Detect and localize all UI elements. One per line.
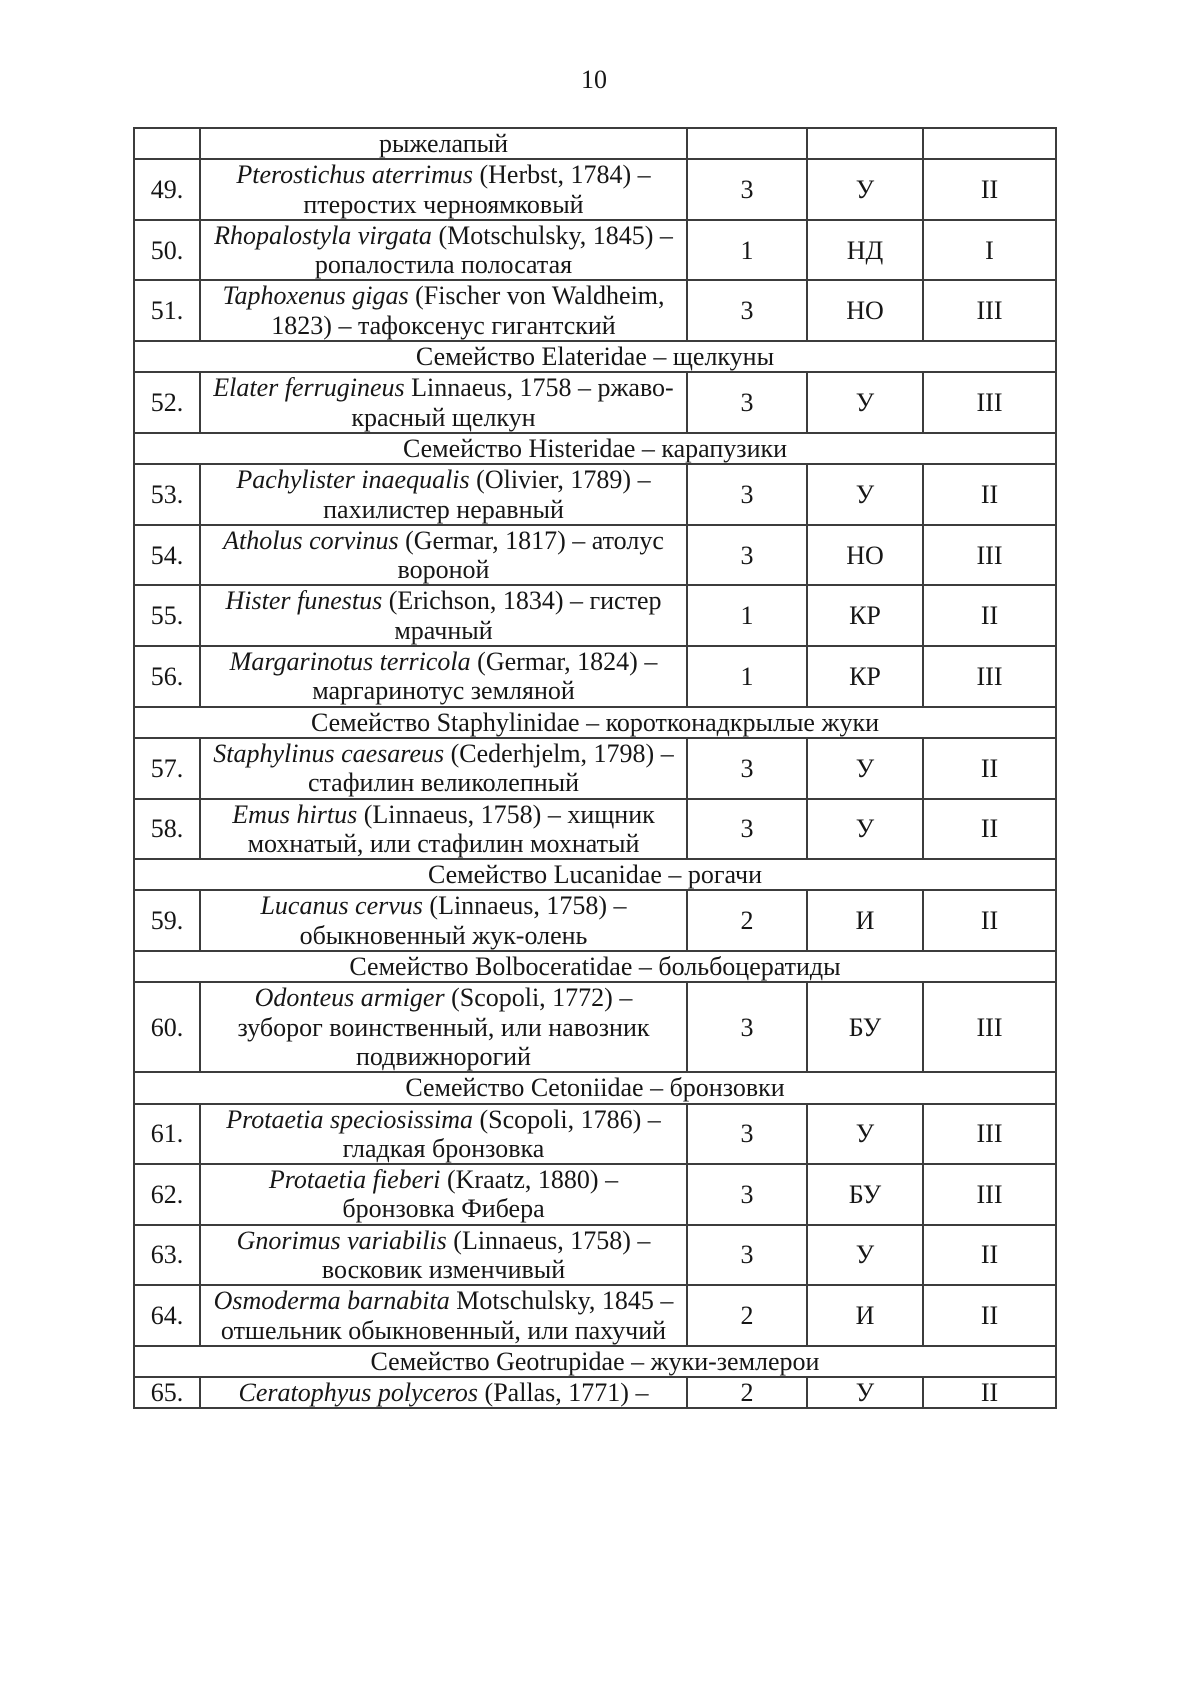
species-name-cell xyxy=(200,159,687,220)
latin-name: Taphoxenus gigas xyxy=(222,281,409,311)
name-line xyxy=(201,1105,686,1134)
col3-value: 1 xyxy=(687,646,807,707)
col4-value: КР xyxy=(807,585,923,646)
latin-name: Elater ferrugineus xyxy=(213,373,405,403)
row-number: 61. xyxy=(134,1104,200,1165)
col5-value: II xyxy=(923,1225,1056,1286)
species-name-cell xyxy=(200,1285,687,1346)
family-heading: Семейство Histeridae – карапузики xyxy=(134,433,1056,464)
name-line xyxy=(201,221,686,250)
species-row xyxy=(134,464,1056,525)
name-line: обыкновенный жук-олень xyxy=(299,920,588,950)
latin-name: Osmoderma barnabita xyxy=(213,1286,450,1316)
name-line xyxy=(201,373,686,402)
col3-value: 3 xyxy=(687,738,807,799)
species-name-cell xyxy=(200,799,687,860)
col4-value: НО xyxy=(807,525,923,586)
col3-value: 3 xyxy=(687,525,807,586)
name-line: пахилистер неравный xyxy=(323,494,564,524)
name-text: (Germar, 1824) – xyxy=(477,647,658,677)
row-number: 58. xyxy=(134,799,200,860)
name-line: 1823) – тафоксенус гигантский xyxy=(271,310,616,340)
col5-value: III xyxy=(923,646,1056,707)
row-number: 63. xyxy=(134,1225,200,1286)
col5-value: III xyxy=(923,372,1056,433)
family-row xyxy=(134,433,1056,464)
species-name-cell xyxy=(200,738,687,799)
col3-value xyxy=(687,128,807,159)
species-row xyxy=(134,585,1056,646)
name-text: (Linnaeus, 1758) – хищник xyxy=(363,799,655,829)
latin-name: Ceratophyus polyceros xyxy=(238,1378,479,1408)
name-line xyxy=(201,983,686,1012)
name-line: подвижнорогий xyxy=(356,1041,531,1071)
family-heading: Семейство Bolboceratidae – больбоцератиды xyxy=(134,951,1056,982)
species-row xyxy=(134,1164,1056,1225)
latin-name: Pachylister inaequalis xyxy=(236,465,470,495)
family-row xyxy=(134,341,1056,372)
species-row xyxy=(134,890,1056,951)
col3-value: 3 xyxy=(687,799,807,860)
name-line: вороной xyxy=(397,555,490,585)
col5-value: III xyxy=(923,525,1056,586)
name-line xyxy=(201,1165,686,1194)
name-line xyxy=(201,891,686,920)
species-row xyxy=(134,525,1056,586)
col3-value: 3 xyxy=(687,1225,807,1286)
latin-name: Gnorimus variabilis xyxy=(236,1225,447,1255)
name-text: Motschulsky, 1845 – xyxy=(456,1286,674,1316)
row-number: 49. xyxy=(134,159,200,220)
col4-value: И xyxy=(807,890,923,951)
row-number: 62. xyxy=(134,1164,200,1225)
family-heading: Семейство Staphylinidae – коротконадкрылые жуки xyxy=(134,707,1056,738)
family-row xyxy=(134,707,1056,738)
col3-value: 2 xyxy=(687,890,807,951)
species-name-cell xyxy=(200,525,687,586)
species-row xyxy=(134,159,1056,220)
family-heading: Семейство Geotrupidae – жуки-землерои xyxy=(134,1346,1056,1377)
name-text: (Scopoli, 1772) – xyxy=(451,983,633,1013)
name-line xyxy=(201,1286,686,1315)
name-line xyxy=(201,586,686,615)
family-heading: Семейство Lucanidae – рогачи xyxy=(134,859,1056,890)
name-line xyxy=(201,739,686,768)
col4-value: У xyxy=(807,1377,923,1408)
col4-value: КР xyxy=(807,646,923,707)
col4-value: БУ xyxy=(807,1164,923,1225)
name-line xyxy=(201,1226,686,1255)
row-number: 52. xyxy=(134,372,200,433)
row-number: 55. xyxy=(134,585,200,646)
species-row xyxy=(134,280,1056,341)
name-line: зуборог воинственный, или навозник xyxy=(237,1012,650,1042)
species-row xyxy=(134,1285,1056,1346)
species-name-cell: рыжелапый xyxy=(200,128,687,159)
family-row xyxy=(134,951,1056,982)
name-text: (Scopoli, 1786) – xyxy=(479,1104,661,1134)
species-name-cell xyxy=(200,1104,687,1165)
name-text: (Herbst, 1784) – xyxy=(479,160,651,190)
col5-value: III xyxy=(923,280,1056,341)
name-line: мрачный xyxy=(394,615,493,645)
name-line xyxy=(201,465,686,494)
family-heading: Семейство Elateridae – щелкуны xyxy=(134,341,1056,372)
name-text: (Erichson, 1834) – гистер xyxy=(388,586,662,616)
name-text: Linnaeus, 1758 – ржаво- xyxy=(411,373,674,403)
species-table xyxy=(133,127,1057,1409)
species-row xyxy=(134,646,1056,707)
row-number: 64. xyxy=(134,1285,200,1346)
species-name-cell xyxy=(200,372,687,433)
col3-value: 3 xyxy=(687,1164,807,1225)
family-heading: Семейство Cetoniidae – бронзовки xyxy=(134,1072,1056,1103)
col3-value: 2 xyxy=(687,1377,807,1408)
latin-name: Protaetia speciosissima xyxy=(226,1104,473,1134)
name-text: (Linnaeus, 1758) – xyxy=(453,1225,651,1255)
species-row xyxy=(134,738,1056,799)
name-text: (Kraatz, 1880) – xyxy=(447,1165,619,1195)
col5-value: II xyxy=(923,464,1056,525)
family-row xyxy=(134,859,1056,890)
col3-value: 3 xyxy=(687,159,807,220)
col5-value: II xyxy=(923,738,1056,799)
row-number: 50. xyxy=(134,220,200,281)
col5-value: I xyxy=(923,220,1056,281)
name-line: красный щелкун xyxy=(351,402,536,432)
name-line: гладкая бронзовка xyxy=(342,1133,545,1163)
col3-value: 3 xyxy=(687,464,807,525)
latin-name: Lucanus cervus xyxy=(260,891,423,921)
species-name-cell xyxy=(200,220,687,281)
family-row xyxy=(134,1346,1056,1377)
species-row xyxy=(134,982,1056,1072)
col3-value: 3 xyxy=(687,372,807,433)
row-number: 53. xyxy=(134,464,200,525)
latin-name: Emus hirtus xyxy=(232,799,358,829)
family-row xyxy=(134,1072,1056,1103)
col5-value: II xyxy=(923,890,1056,951)
name-line xyxy=(201,281,686,310)
row-number: 57. xyxy=(134,738,200,799)
name-line xyxy=(201,647,686,676)
col3-value: 1 xyxy=(687,220,807,281)
col4-value: У xyxy=(807,1104,923,1165)
name-line: мохнатый, или стафилин мохнатый xyxy=(247,828,640,858)
name-line xyxy=(201,1378,686,1407)
species-row xyxy=(134,1104,1056,1165)
continuation-row xyxy=(134,128,1056,159)
row-number: 51. xyxy=(134,280,200,341)
name-text: (Fischer von Waldheim, xyxy=(415,281,665,311)
col5-value: III xyxy=(923,982,1056,1072)
name-line xyxy=(201,526,686,555)
col4-value: У xyxy=(807,1225,923,1286)
species-name-cell xyxy=(200,280,687,341)
row-number xyxy=(134,128,200,159)
col4-value: У xyxy=(807,464,923,525)
latin-name: Odonteus armiger xyxy=(254,983,445,1013)
row-number: 60. xyxy=(134,982,200,1072)
name-text: (Olivier, 1789) – xyxy=(476,465,651,495)
name-text: (Linnaeus, 1758) – xyxy=(429,891,627,921)
col3-value: 2 xyxy=(687,1285,807,1346)
species-row xyxy=(134,1377,1056,1408)
col5-value: III xyxy=(923,1164,1056,1225)
name-text: (Pallas, 1771) – xyxy=(484,1378,649,1408)
col5-value: III xyxy=(923,1104,1056,1165)
name-text: (Cederhjelm, 1798) – xyxy=(450,738,674,768)
species-name-cell xyxy=(200,1377,687,1408)
species-row xyxy=(134,220,1056,281)
col4-value: У xyxy=(807,372,923,433)
col4-value: БУ xyxy=(807,982,923,1072)
name-line: маргаринотус земляной xyxy=(312,676,575,706)
species-name-cell xyxy=(200,1225,687,1286)
col4-value: НО xyxy=(807,280,923,341)
species-name-cell xyxy=(200,464,687,525)
latin-name: Pterostichus aterrimus xyxy=(236,160,473,190)
col5-value: II xyxy=(923,799,1056,860)
latin-name: Hister funestus xyxy=(225,586,383,616)
row-number: 56. xyxy=(134,646,200,707)
name-line: птеростих черноямковый xyxy=(303,189,584,219)
name-text: (Germar, 1817) – атолус xyxy=(405,525,664,555)
latin-name: Margarinotus terricola xyxy=(229,647,471,677)
col3-value: 3 xyxy=(687,280,807,341)
species-row xyxy=(134,799,1056,860)
page-number: 10 xyxy=(581,65,607,94)
latin-name: Atholus corvinus xyxy=(223,525,399,555)
col4-value: У xyxy=(807,159,923,220)
row-number: 54. xyxy=(134,525,200,586)
col5-value: II xyxy=(923,585,1056,646)
name-line xyxy=(201,160,686,189)
col5-value xyxy=(923,128,1056,159)
row-number: 59. xyxy=(134,890,200,951)
col4-value xyxy=(807,128,923,159)
name-line: стафилин великолепный xyxy=(307,768,580,798)
col5-value: II xyxy=(923,159,1056,220)
latin-name: Staphylinus caesareus xyxy=(213,738,445,768)
species-row xyxy=(134,372,1056,433)
name-line: отшельник обыкновенный, или пахучий xyxy=(220,1315,667,1345)
species-name-cell xyxy=(200,646,687,707)
col3-value: 1 xyxy=(687,585,807,646)
col3-value: 3 xyxy=(687,1104,807,1165)
name-text: (Motschulsky, 1845) – xyxy=(438,220,673,250)
species-row xyxy=(134,1225,1056,1286)
species-name-cell xyxy=(200,585,687,646)
latin-name: Protaetia fieberi xyxy=(268,1165,441,1195)
name-line: бронзовка Фибера xyxy=(342,1194,545,1224)
row-number: 65. xyxy=(134,1377,200,1408)
col3-value: 3 xyxy=(687,982,807,1072)
name-line: ропалостила полосатая xyxy=(314,250,573,280)
col4-value: У xyxy=(807,738,923,799)
name-line xyxy=(201,800,686,829)
col5-value: II xyxy=(923,1285,1056,1346)
latin-name: Rhopalostyla virgata xyxy=(214,220,432,250)
species-name-cell xyxy=(200,982,687,1072)
name-line: восковик изменчивый xyxy=(321,1254,566,1284)
species-name-cell xyxy=(200,890,687,951)
species-name-cell xyxy=(200,1164,687,1225)
col4-value: НД xyxy=(807,220,923,281)
col4-value: И xyxy=(807,1285,923,1346)
col4-value: У xyxy=(807,799,923,860)
col5-value: II xyxy=(923,1377,1056,1408)
